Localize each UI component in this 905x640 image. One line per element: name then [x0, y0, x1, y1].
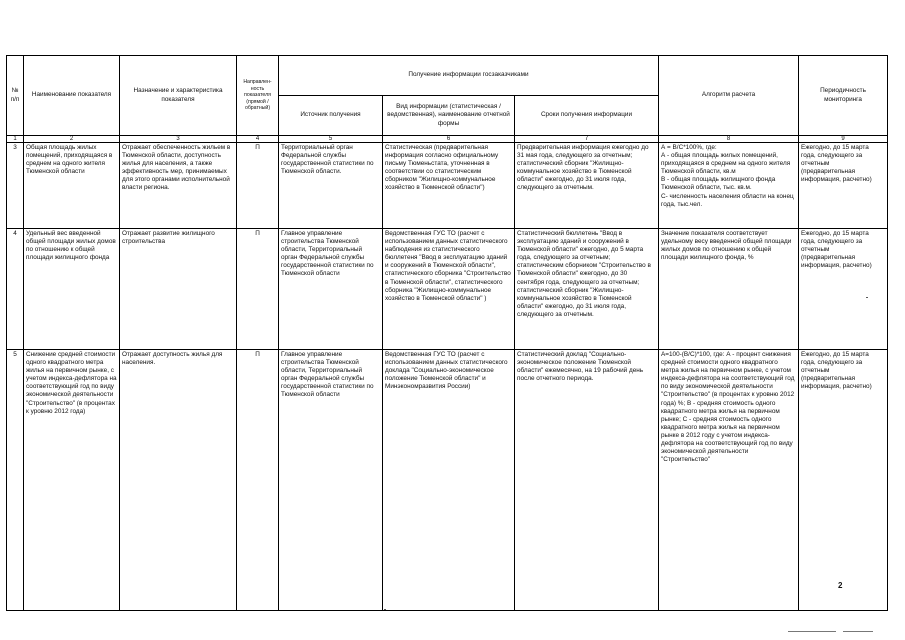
header-info-type: Вид информации (статистическая / ведомственная), наименование отчетной формы — [383, 96, 515, 136]
indicators-table — [6, 55, 888, 611]
row-info-type: Ведомственная ГУС ТО (расчет с использованием данных статистического доклада "Социально-экономическое положение Тюменской области" и Минэкономразвития России) — [383, 350, 515, 611]
row-direction: П — [237, 143, 279, 229]
scan-line — [788, 631, 836, 632]
col-number: 1 — [7, 136, 24, 143]
col-number: 4 — [237, 136, 279, 143]
row-source: Территориальный орган Федеральной службы государственной статистики по Тюменской области. — [279, 143, 383, 229]
row-algorithm: Значение показателя соответствует удельному весу введенной общей площади жилых домов по отношению к общей площади жилищного фонда, % — [659, 229, 799, 350]
header-periodicity: Периодичность мониторинга — [799, 56, 888, 136]
row-deadline: Статистический доклад "Социально-экономическое положение Тюменской области" ежемесячно, на 19 рабочий день после отчетного периода. — [515, 350, 659, 611]
row-info-type: Статистическая (предварительная информация согласно официальному письму Тюменьстата, уточненная в соответствии со статистическим сборником "Жилищно-коммунальное хозяйство в Тюменской области") — [383, 143, 515, 229]
row-purpose: Отражает обеспеченность жильем в Тюменской области, доступность жилья для населения, а также эффективность мер, принимаемых для этого органами исполнительной власти региона. — [120, 143, 237, 229]
row-periodicity: Ежегодно, до 15 марта года, следующего за отчетным (предварительная информация, расчетно) — [799, 229, 888, 350]
row-algorithm: А = В/С*100%, где: А - общая площадь жилых помещений, приходящаяся в среднем на одного жителя Тюменской области, кв.м В - общая площадь жилищного фонда Тюменской области, тыс. кв.м. С- численность населения области на конец года, тыс.чел. — [659, 143, 799, 229]
row-indicator-name: Общая площадь жилых помещений, приходящаяся в среднем на одного жителя Тюменской области — [24, 143, 120, 229]
table-row — [7, 229, 888, 350]
col-number: 8 — [659, 136, 799, 143]
scan-speck — [866, 297, 868, 298]
header-direction: Направлен- ность показателя (прямой / обратный) — [237, 56, 279, 136]
header-algorithm: Алгоритм расчета — [659, 56, 799, 136]
col-number: 5 — [279, 136, 383, 143]
row-num: 3 — [7, 143, 24, 229]
row-periodicity: Ежегодно, до 15 марта года, следующего за отчетным (предварительная информация, расчетно) — [799, 350, 888, 611]
table-row — [7, 143, 888, 229]
row-info-type: Ведомственная ГУС ТО (расчет с использованием данных статистического наблюдения из статистического бюллетеня "Ввод в эксплуатацию зданий и сооружений в Тюменской области", статистического сборника "Строительство в Тюменской области", статистического сборника "Жилищно-коммунальное хозяйство в Тюменской области" ) — [383, 229, 515, 350]
col-number: 3 — [120, 136, 237, 143]
row-periodicity: Ежегодно, до 15 марта года, следующего за отчетным (предварительная информация, расчетно) — [799, 143, 888, 229]
row-source: Главное управление строительства Тюменской области, Территориальный орган Федеральной службы государственной статистики по Тюменской области — [279, 350, 383, 611]
header-num: № п/п — [7, 56, 24, 136]
row-num: 4 — [7, 229, 24, 350]
col-number: 6 — [383, 136, 515, 143]
row-source: Главное управление строительства Тюменской области, Территориальный орган Федеральной службы государственной статистики по Тюменской области — [279, 229, 383, 350]
header-source: Источник получения — [279, 96, 383, 136]
col-number: 7 — [515, 136, 659, 143]
header-purpose: Назначение и характеристика показателя — [120, 56, 237, 136]
row-purpose: Отражает развитие жилищного строительства — [120, 229, 237, 350]
row-purpose: Отражает доступность жилья для населения. — [120, 350, 237, 611]
header-indicator-name: Наименование показателя — [24, 56, 120, 136]
column-numbers-row — [7, 136, 888, 143]
header-info-group: Получение информации госзаказчиками — [279, 56, 659, 96]
row-algorithm: А=100-(В/С)*100, где: А - процент снижения средней стоимости одного квадратного метра жилья на первичном рынке, с учетом индекса-дефлятора на соответствующий год по виду экономической деятельности "Строительство" (в процентах к уровню 2012 года) %; В - средняя стоимость одного квадратного метра жилья на первичном рынке; С - средняя стоимость одного квадратного метра жилья на первичном рынке в 2012 году с учетом индекса-дефлятора на соответствующий год по виду экономической деятельности "Строительство" — [659, 350, 799, 611]
row-indicator-name: Снижение средней стоимости одного квадратного метра жилья на первичном рынке, с учетом индекса-дефлятора на соответствующий год по виду экономической деятельности "Строительство" (в процентах к уровню 2012 года) — [24, 350, 120, 611]
scan-line — [843, 631, 873, 632]
row-deadline: Предварительная информация ежегодно до 31 мая года, следующего за отчетным; статистический сборник "Жилищно-коммунальное хозяйство в Тюменской области" ежегодно, до 31 июля года, следующего за отчетным. — [515, 143, 659, 229]
row-indicator-name: Удельный вес введенной общей площади жилых домов по отношению к общей площади жилищного фонда — [24, 229, 120, 350]
row-direction: П — [237, 350, 279, 611]
header-deadline: Сроки получения информации — [515, 96, 659, 136]
row-direction: П — [237, 229, 279, 350]
col-number: 9 — [799, 136, 888, 143]
table-row — [7, 350, 888, 611]
row-deadline: Статистический бюллетень "Ввод в эксплуатацию зданий и сооружений в Тюменской области" ежегодно, до 5 марта года, следующего за отчетным; статистическим сборником "Строительство в Тюменской области" ежегодно, до 30 сентября года, следующего за отчетным; статистический сборник "Жилищно-коммунальное хозяйство в Тюменской области" ежегодно, до 31 июля года, следующего за отчетным. — [515, 229, 659, 350]
page-number: 2 — [838, 581, 843, 590]
row-num: 5 — [7, 350, 24, 611]
scan-speck — [384, 609, 386, 610]
col-number: 2 — [24, 136, 120, 143]
